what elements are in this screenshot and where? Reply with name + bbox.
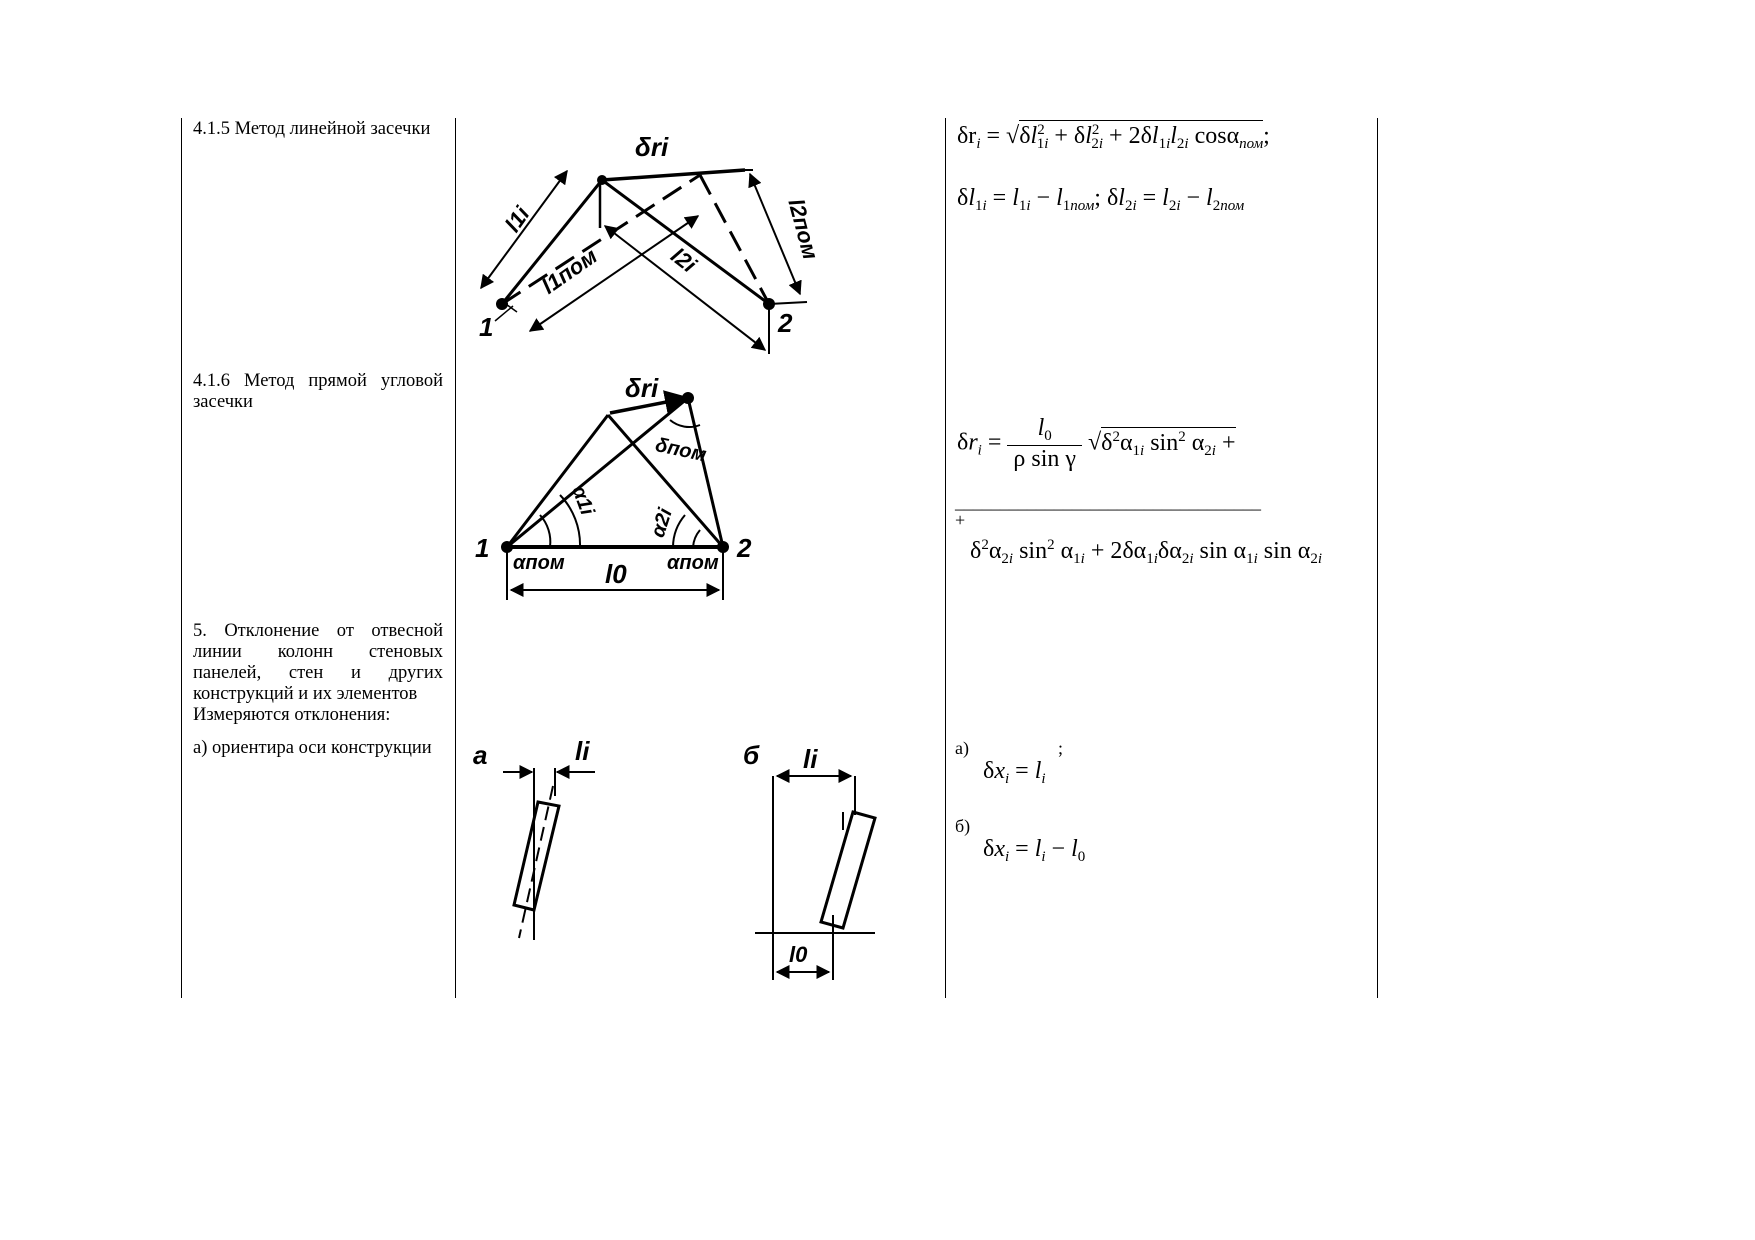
label-alphanom-1: αпом (513, 552, 565, 574)
formula-linear-main: $\delta r_i = √\delta l^2_{1i} + \delta l^2_{2i} + 2\delta l_{1i}l_{2i}$ cosα$_{пом}$; (957, 122, 1270, 152)
table-border-right (1377, 118, 1378, 998)
label-alpha1i: α1i (567, 483, 599, 519)
label-point2-lin: 2 (778, 308, 793, 338)
label-dnom: δпом (653, 434, 709, 467)
formula-b-label: б) (955, 816, 971, 836)
table-border-col3 (945, 118, 946, 998)
label-l1i: l1i (499, 202, 535, 237)
label-l2nom: l2пом (783, 196, 824, 262)
label-case-b: б (743, 740, 760, 770)
label-point2-ang: 2 (737, 533, 752, 563)
label-l0-dev: l0 (789, 942, 808, 967)
section-title-angular: 4.1.6 Метод прямой угловой засечки (193, 371, 443, 412)
label-alpha2i: α2i (646, 505, 677, 541)
label-point1-ang: 1 (475, 533, 490, 563)
figure-deviation (455, 736, 945, 990)
formula-a-semicolon: ; (1058, 738, 1064, 758)
label-li-b: li (803, 744, 818, 774)
measured-label: Измеряются отклонения: (193, 705, 391, 725)
label-alphanom-2: αпом (667, 552, 719, 574)
formula-a: $\delta x_i = l_i$ (983, 758, 1046, 787)
item-a-text: а) ориентира оси конструкции (193, 738, 432, 758)
table-border-left (181, 118, 182, 998)
label-l1nom: l1пом (536, 243, 602, 299)
formula-angular-main: $\delta r_i$ = $\frac{l_0}{\text{ρ sin γ}}$ $√\delta^2\alpha_{1i}$ $\sin^2 \alpha_{2i}$ + (957, 415, 1236, 472)
label-l2i: l2i (666, 242, 701, 278)
label-case-a: а (473, 740, 488, 770)
formula-a-label: а) (955, 738, 969, 758)
formula-angular-cont: $\delta^2\alpha_{2i}$ $\sin^2 \alpha_{1i} + 2\delta\alpha_{1i}\delta\alpha_{2i}$ $\sin \alpha_{1i}$ $\sin \alpha_{2i}$ (970, 537, 1323, 567)
label-li-a: li (575, 736, 590, 766)
label-point1-lin: 1 (479, 312, 494, 342)
section-title-deviation: 5. Отклонение от отвесной линии колонн стеновых панелей, стен и других конструкций и их элементов (193, 621, 443, 704)
formula-angular-plus: + (955, 510, 966, 530)
figure-linear-intersection (455, 118, 945, 368)
section-title-linear: 4.1.5 Метод линейной засечки (193, 119, 431, 139)
formula-angular-underline: __________________________________ (955, 492, 1261, 512)
label-l0-ang: l0 (605, 559, 627, 589)
formula-b: $\delta x_i = l_i - l_0$ (983, 836, 1086, 865)
label-dr-ang: δri (625, 373, 659, 403)
formula-linear-def: $\delta l_{1i} = l_{1i} - l_{1пом}$; $\delta l_{2i} = l_{2i} - l_{2пом}$ (957, 185, 1245, 214)
label-dr-lin: δri (635, 132, 669, 162)
figure-angular-intersection (455, 365, 945, 605)
